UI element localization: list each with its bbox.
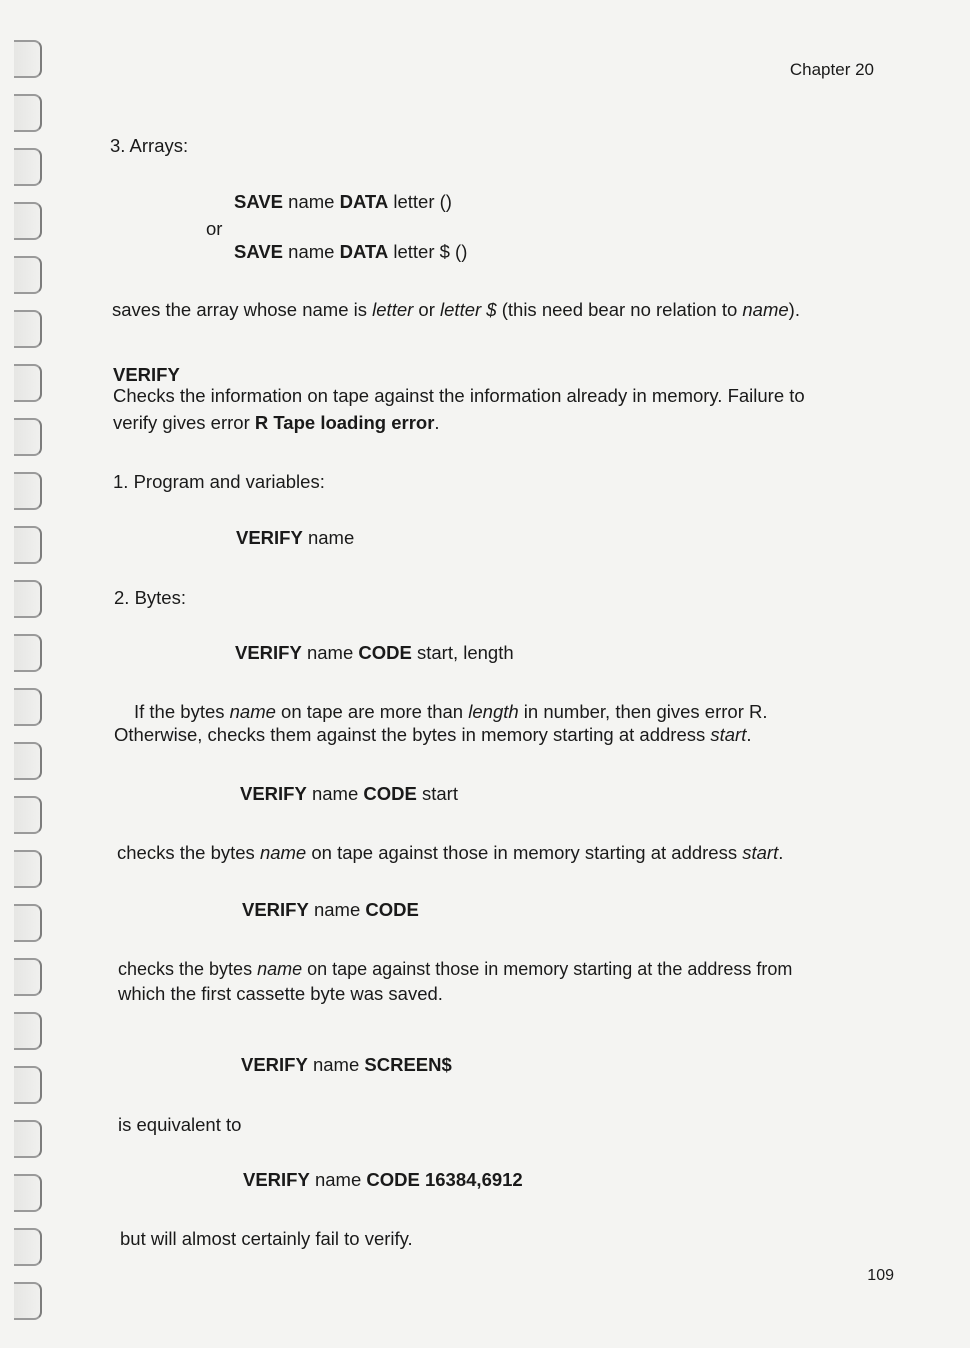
binding-ring — [14, 256, 42, 294]
text: on tape are more than — [275, 701, 469, 722]
italic-text: start — [710, 724, 747, 745]
text: name — [307, 1054, 365, 1075]
keyword: CODE — [358, 642, 412, 663]
saves-paragraph — [112, 297, 800, 323]
bytes-heading: 2. Bytes: — [114, 587, 186, 608]
keyword: VERIFY — [236, 527, 303, 548]
binding-ring — [14, 1120, 42, 1158]
text: or — [413, 299, 441, 320]
text: start — [416, 783, 458, 804]
binding-ring — [14, 742, 42, 780]
fail-text: but will almost certainly fail to verify. — [120, 1228, 413, 1249]
italic-text: name — [229, 701, 276, 722]
text: (this need bear no relation to — [496, 299, 743, 320]
arrays-heading: 3. Arrays: — [110, 135, 189, 156]
keyword: CODE 16384,6912 — [366, 1169, 523, 1190]
binding-ring — [14, 526, 42, 564]
binding-ring — [14, 904, 42, 942]
text: . — [778, 842, 784, 863]
binding-ring — [14, 958, 42, 996]
text: on tape against those in memory starting at address — [306, 842, 743, 863]
verify-paragraph-line2 — [113, 410, 440, 436]
italic-text: name — [257, 959, 303, 979]
program-variables-heading: 1. Program and variables: — [113, 471, 325, 492]
checks-paragraph-2-line1 — [118, 956, 792, 982]
equivalent-text: is equivalent to — [118, 1114, 242, 1135]
text: name — [309, 1169, 367, 1190]
italic-text: name — [742, 299, 789, 320]
text: ). — [788, 299, 800, 320]
text: checks the bytes — [117, 842, 260, 863]
checks-paragraph-2-line2: which the first cassette byte was saved. — [118, 983, 443, 1004]
binding-ring — [14, 418, 42, 456]
keyword: VERIFY — [235, 642, 302, 663]
keyword: CODE — [363, 783, 417, 804]
verify-code-length-line — [235, 640, 514, 666]
text: letter () — [388, 191, 452, 212]
binding-ring — [14, 148, 42, 186]
keyword: VERIFY — [241, 1054, 308, 1075]
text: If the bytes — [134, 701, 230, 722]
italic-text: letter — [372, 299, 414, 320]
save-data-line — [234, 189, 452, 215]
italic-text: start — [742, 842, 779, 863]
binding-ring — [14, 850, 42, 888]
text: on tape against those in memory starting at the address from — [302, 959, 793, 979]
binding-ring — [14, 1066, 42, 1104]
binding-ring — [14, 580, 42, 618]
verify-code-line — [242, 897, 419, 923]
keyword: VERIFY — [240, 783, 307, 804]
or-text: or — [206, 218, 223, 239]
text: letter $ () — [388, 241, 468, 262]
keyword: DATA — [339, 241, 389, 262]
binding-ring — [14, 1282, 42, 1320]
keyword: DATA — [339, 191, 389, 212]
binding-ring — [14, 688, 42, 726]
keyword: VERIFY — [243, 1169, 310, 1190]
if-paragraph-line2 — [114, 722, 752, 748]
text: checks the bytes — [118, 959, 258, 979]
text: verify gives error — [113, 412, 255, 433]
keyword: SAVE — [234, 241, 284, 262]
binding-ring — [14, 202, 42, 240]
save-data-string-line — [234, 239, 467, 265]
text: name — [283, 241, 340, 262]
binding-ring — [14, 1228, 42, 1266]
text: name — [301, 642, 359, 663]
checks-paragraph-1 — [117, 840, 783, 866]
text: name — [302, 527, 355, 548]
error-message: R Tape loading error — [254, 412, 435, 433]
binding-ring — [14, 796, 42, 834]
text: saves the array whose name is — [112, 299, 373, 320]
binding-ring — [14, 94, 42, 132]
keyword: SCREEN$ — [364, 1054, 452, 1075]
verify-heading: VERIFY — [113, 364, 180, 385]
binding-ring — [14, 310, 42, 348]
binding-ring — [14, 1012, 42, 1050]
text: start, length — [411, 642, 514, 663]
binding-ring — [14, 634, 42, 672]
italic-text: letter $ — [440, 299, 497, 320]
chapter-header: Chapter 20 — [789, 60, 874, 79]
text: . — [746, 724, 752, 745]
verify-screen-line — [241, 1052, 452, 1078]
text: Otherwise, checks them against the bytes in memory starting at address — [114, 724, 711, 745]
binding-ring — [14, 1174, 42, 1212]
spiral-binding — [14, 40, 54, 1330]
text: . — [434, 412, 440, 433]
verify-code-screen-line — [243, 1167, 523, 1193]
text: name — [308, 899, 366, 920]
text: in number, then gives error R. — [518, 701, 768, 722]
verify-paragraph-line1: Checks the information on tape against the information already in memory. Failure to — [113, 385, 805, 406]
keyword: VERIFY — [242, 899, 309, 920]
verify-name-line — [236, 525, 354, 551]
binding-ring — [14, 364, 42, 402]
keyword: CODE — [365, 899, 419, 920]
binding-ring — [14, 40, 42, 78]
italic-text: name — [259, 842, 307, 863]
binding-ring — [14, 472, 42, 510]
text: name — [283, 191, 340, 212]
page-number: 109 — [867, 1267, 894, 1284]
italic-text: length — [468, 701, 519, 722]
text: name — [306, 783, 364, 804]
verify-code-start-line — [240, 781, 458, 807]
keyword: SAVE — [234, 191, 284, 212]
